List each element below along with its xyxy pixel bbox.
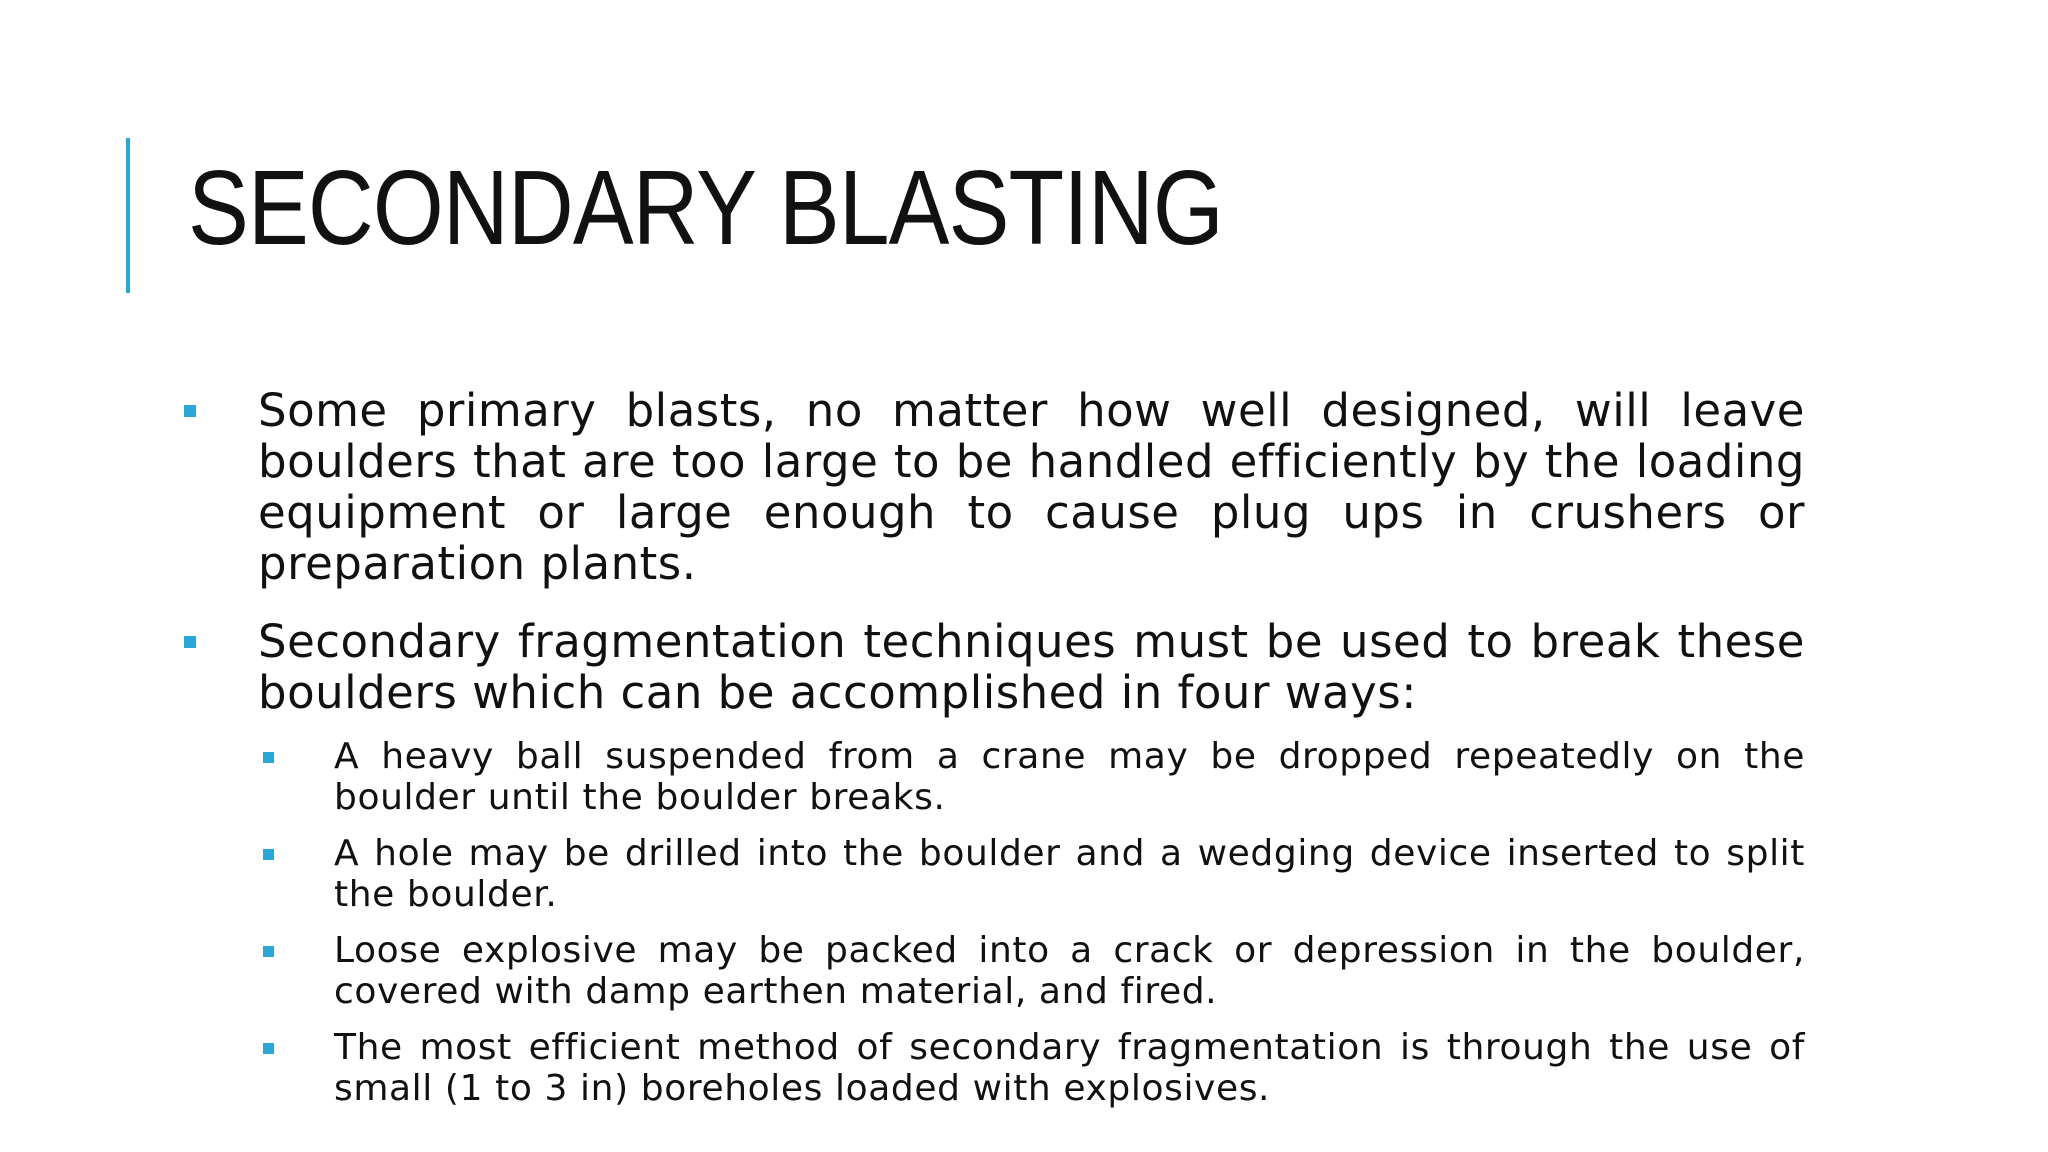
square-bullet-icon <box>263 1043 274 1054</box>
sub-bullet-loose-explosive <box>257 930 1805 1012</box>
sub-bullet-heavy-ball <box>257 736 1805 818</box>
square-bullet-icon <box>263 946 274 957</box>
square-bullet-icon <box>263 849 274 860</box>
slide-content <box>180 385 1805 1124</box>
title-accent-bar <box>126 138 130 293</box>
square-bullet-icon <box>184 405 196 417</box>
square-bullet-icon <box>184 636 196 648</box>
sub-bullet-boreholes <box>257 1027 1805 1109</box>
bullet-primary-blasts <box>180 385 1805 589</box>
bullet-secondary-fragmentation <box>180 616 1805 718</box>
square-bullet-icon <box>263 752 274 763</box>
sub-bullet-text: Loose explosive may be packed into a crack or depression in the boulder, covered with damp earthen material, and fired. <box>334 930 1805 1012</box>
slide-title: SECONDARY BLASTING <box>188 149 1223 267</box>
sub-bullet-text: The most efficient method of secondary fragmentation is through the use of small (1 to 3 in) boreholes loaded with explosives. <box>334 1027 1805 1109</box>
bullet-text: Secondary fragmentation techniques must be used to break these boulders which can be accomplished in four ways: <box>258 615 1805 719</box>
bullet-text: Some primary blasts, no matter how well designed, will leave boulders that are too large to be handled efficiently by the loading equipment or large enough to cause plug ups in crushers or preparation plants. <box>258 384 1805 590</box>
sub-bullet-text: A heavy ball suspended from a crane may be dropped repeatedly on the boulder until the boulder breaks. <box>334 736 1805 818</box>
sub-bullet-text: A hole may be drilled into the boulder and a wedging device inserted to split the boulder. <box>334 833 1805 915</box>
sub-bullet-drilled-hole <box>257 833 1805 915</box>
